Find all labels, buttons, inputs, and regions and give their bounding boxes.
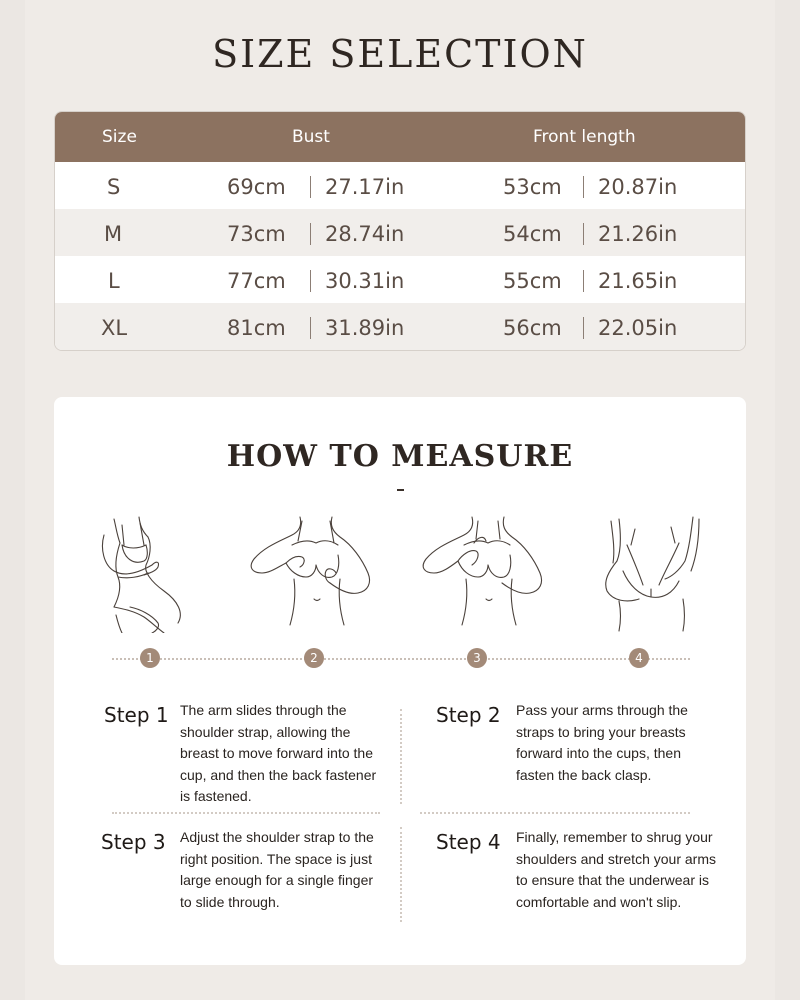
page-title: SIZE SELECTION <box>212 32 588 76</box>
step-2-label: Step 2 <box>436 703 501 727</box>
step-number-2: 2 <box>304 648 324 668</box>
table-row <box>55 256 745 303</box>
illustration-step-2-icon <box>244 515 384 633</box>
header-size: Size <box>102 127 137 147</box>
cell-divider <box>310 270 311 292</box>
step-4-label: Step 4 <box>436 830 501 854</box>
cell-divider <box>583 176 584 198</box>
header-bust: Bust <box>292 127 330 147</box>
step-1-text: The arm slides through the shoulder strap, allowing the breast to move forward into the cup, and then the back fastener is fastened. <box>180 702 377 804</box>
cell-front-cm: 55cm <box>503 269 562 293</box>
table-row <box>55 162 745 209</box>
step-3-text: Adjust the shoulder strap to the right position. The space is just large enough for a single finger to slide through. <box>180 829 374 910</box>
cell-size: XL <box>101 316 128 340</box>
table-row <box>55 303 745 350</box>
cell-bust-in: 27.17in <box>325 175 405 199</box>
cell-bust-in: 31.89in <box>325 316 405 340</box>
cell-size: S <box>107 175 121 199</box>
step-number-1: 1 <box>140 648 160 668</box>
cell-front-in: 21.26in <box>598 222 678 246</box>
vertical-divider <box>400 827 402 922</box>
cell-divider <box>583 223 584 245</box>
step-number-3: 3 <box>467 648 487 668</box>
horizontal-divider <box>420 812 690 814</box>
cell-divider <box>583 317 584 339</box>
cell-front-in: 20.87in <box>598 175 678 199</box>
cell-bust-cm: 73cm <box>227 222 286 246</box>
cell-bust-in: 30.31in <box>325 269 405 293</box>
step-2-text: Pass your arms through the straps to bring your breasts forward into the cups, then fasten the back clasp. <box>516 702 688 783</box>
cell-bust-cm: 81cm <box>227 316 286 340</box>
step-3-label: Step 3 <box>101 830 166 854</box>
cell-bust-in: 28.74in <box>325 222 405 246</box>
cell-divider <box>310 176 311 198</box>
step-1-label: Step 1 <box>104 703 169 727</box>
cell-front-cm: 56cm <box>503 316 562 340</box>
cell-front-in: 22.05in <box>598 316 678 340</box>
step-4-text: Finally, remember to shrug your shoulders and stretch your arms to ensure that the underwear is comfortable and won't slip. <box>516 829 716 910</box>
cell-size: M <box>104 222 123 246</box>
step-number-4: 4 <box>629 648 649 668</box>
vertical-divider <box>400 709 402 804</box>
cell-front-in: 21.65in <box>598 269 678 293</box>
cell-divider <box>583 270 584 292</box>
steps-dotted-line <box>112 658 690 660</box>
cell-front-cm: 54cm <box>503 222 562 246</box>
cell-size: L <box>108 269 120 293</box>
cell-bust-cm: 77cm <box>227 269 286 293</box>
header-front-length: Front length <box>533 127 636 147</box>
table-row <box>55 209 745 256</box>
horizontal-divider <box>112 812 380 814</box>
how-to-measure-card <box>54 397 746 965</box>
title-dash <box>397 489 404 491</box>
cell-bust-cm: 69cm <box>227 175 286 199</box>
illustration-step-4-icon <box>599 515 709 633</box>
size-table <box>54 111 746 351</box>
cell-divider <box>310 317 311 339</box>
illustration-step-1-icon <box>94 515 194 633</box>
cell-divider <box>310 223 311 245</box>
illustration-step-3-icon <box>414 515 554 633</box>
cell-front-cm: 53cm <box>503 175 562 199</box>
table-header <box>55 112 745 162</box>
measure-title: HOW TO MEASURE <box>226 439 574 474</box>
